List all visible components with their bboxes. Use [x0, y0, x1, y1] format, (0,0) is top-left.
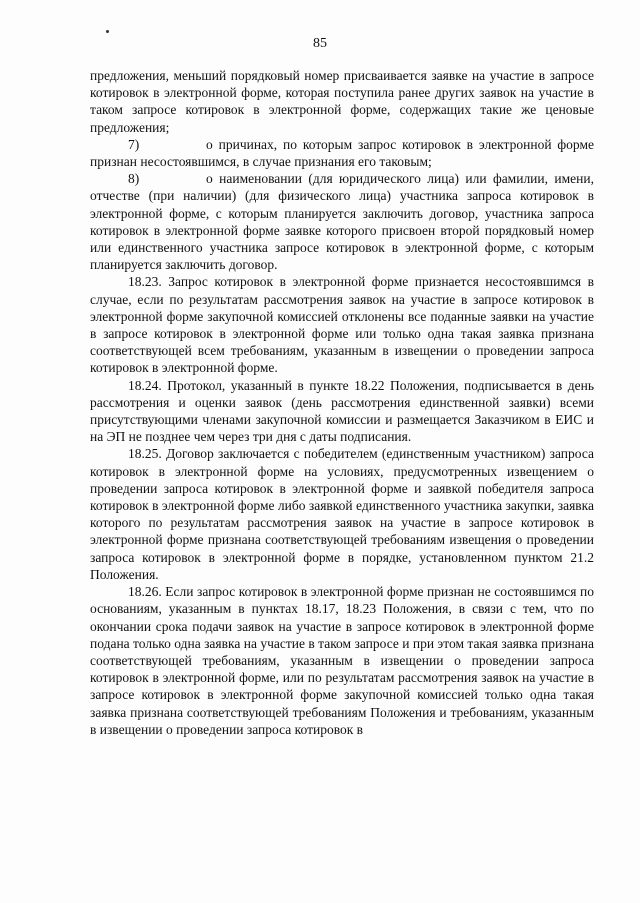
page-number: 85: [313, 36, 327, 51]
paragraph-continuation: [90, 67, 594, 136]
clause-number: 18.26.: [128, 584, 162, 600]
paragraph-clause-18-23: [90, 273, 594, 376]
clause-number: 18.25.: [128, 446, 162, 462]
paragraph-clause-18-26: [90, 583, 594, 738]
paragraph-item-7: [90, 136, 594, 170]
paragraph-text: предложения, меньший порядковый номер присваивается заявке на участие в запросе котировок в электронной форме, которая поступила ранее других заявок на участие в таком запросе котировок в электронной форме, содержащих такие же ценовые предложения;: [90, 68, 594, 135]
document-body: [90, 67, 594, 738]
paragraph-text: Протокол, указанный в пункте 18.22 Положения, подписывается в день рассмотрения и оценки заявок (день рассмотрения единственной заявки) всеми присутствующими членами закупочной комиссии и размещается Заказчиком в ЕИС и на ЭП не позднее чем через три дня с даты подписания.: [90, 377, 594, 445]
scan-speck: [106, 30, 109, 33]
paragraph-text: Если запрос котировок в электронной форме признан не состоявшимся по основаниям, указанным в пунктах 18.17, 18.23 Положения, в связи с тем, что по окончании срока подачи заявок на участие в запросе котировок в электронной форме подана только одна заявка на участие в таком запросе и при этом такая заявка признана соответствующей требованиям, указанным в извещении о проведении запроса котировок в электронной форме, или по результатам рассмотрения заявок на участие в запросе котировок в электронной форме закупочной комиссией только одна такая заявка признана соответствующей требованиям Положения и требованиям, указанным в извещении о проведении запроса котировок в: [90, 584, 595, 737]
clause-number: 18.23.: [128, 274, 162, 290]
item-number: 8): [128, 171, 140, 187]
paragraph-clause-18-25: [90, 445, 594, 583]
paragraph-text: о причинах, по которым запрос котировок в электронной форме признан несостоявшимся, в случае признания его таковым;: [90, 136, 594, 170]
item-number: 7): [128, 136, 140, 152]
paragraph-clause-18-24: [90, 377, 594, 446]
paragraph-item-8: [90, 170, 594, 273]
paragraph-text: Договор заключается с победителем (единственным участником) запроса котировок в электронной форме на условиях, предусмотренных извещением о проведении запроса котировок в электронной форме и заявкой победителя запроса котировок в электронной форме либо заявкой единственного участника закупки, заявка которого по результатам рассмотрения заявок на участие в запросе котировок в электронной форме признана соответствующей требованиям извещения о проведении запроса котировок в электронной форме в порядке, установленном пунктом 21.2 Положения.: [90, 446, 595, 582]
paragraph-text: о наименовании (для юридического лица) или фамилии, имени, отчестве (при наличии) (для физического лица) участника запроса котировок в электронной форме, с которым планируется заключить договор, участника запроса котировок в электронной форме заявке которого присвоен второй порядковый номер или единственного участника запросе котировок в электронной форме, с которым планируется заключить договор.: [90, 171, 594, 273]
paragraph-text: Запрос котировок в электронной форме признается несостоявшимся в случае, если по результатам рассмотрения заявок на участие в запросе котировок в электронной форме закупочной комиссией отклонены все поданные заявки на участие в запросе котировок в электронной форме или только одна такая заявка признана соответствующей всем требованиям, указанным в извещении о проведении запроса котировок в электронной форме.: [90, 274, 595, 376]
clause-number: 18.24.: [128, 377, 162, 393]
